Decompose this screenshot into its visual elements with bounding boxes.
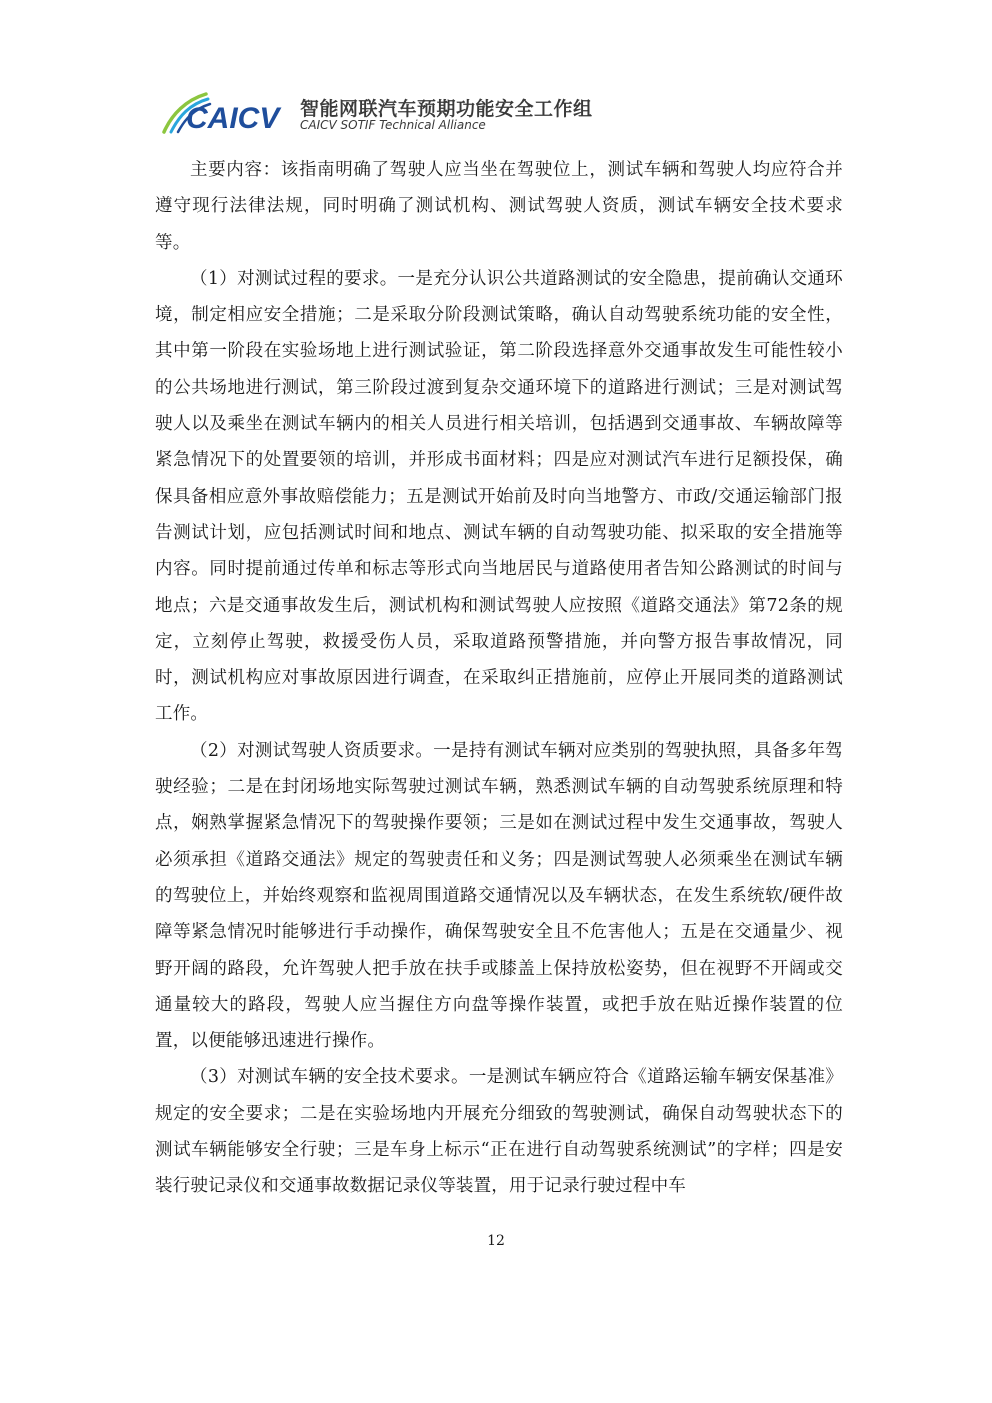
caicv-logo <box>160 88 294 136</box>
paragraph-test-process: （1）对测试过程的要求。一是充分认识公共道路测试的安全隐患，提前确认交通环境，制定相应安全措施；二是采取分阶段测试策略，确认自动驾驶系统功能的安全性，其中第一阶段在实验场地上进行测试验证，第二阶段选择意外交通事故发生可能性较小的公共场地进行测试，第三阶段过渡到复杂交通环境下的道路进行测试；三是对测试驾驶人以及乘坐在测试车辆内的相关人员进行相关培训，包括遇到交通事故、车辆故障等紧急情况下的处置要领的培训，并形成书面材料；四是应对测试汽车进行足额投保，确保具备相应意外事故赔偿能力；五是测试开始前及时向当地警方、市政/交通运输部门报告测试计划，应包括测试时间和地点、测试车辆的自动驾驶功能、拟采取的安全措施等内容。同时提前通过传单和标志等形式向当地居民与道路使用者告知公路测试的时间与地点；六是交通事故发生后，测试机构和测试驾驶人应按照《道路交通法》第72条的规定，立刻停止驾驶，救援受伤人员，采取道路预警措施，并向警方报告事故情况，同时，测试机构应对事故原因进行调查，在采取纠正措施前，应停止开展同类的道路测试工作。 <box>155 268 843 725</box>
document-header <box>160 88 620 138</box>
paragraph-vehicle-requirements: （3）对测试车辆的安全技术要求。一是测试车辆应符合《道路运输车辆安保基准》规定的安全要求；二是在实验场地内开展充分细致的驾驶测试，确保自动驾驶状态下的测试车辆能够安全行驶；三是车身上标示“正在进行自动驾驶系统测试”的字样；四是安装行驶记录仪和交通事故数据记录仪等装置，用于记录行驶过程中车 <box>155 1067 843 1197</box>
logo-wordmark: CAICV <box>186 102 280 135</box>
alliance-title: 智能网联汽车预期功能安全工作组 <box>300 98 593 120</box>
paragraph-driver-qualification: （2）对测试驾驶人资质要求。一是持有测试车辆对应类别的驾驶执照，具备多年驾驶经验；二是在封闭场地实际驾驶过测试车辆，熟悉测试车辆的自动驾驶系统原理和特点，娴熟掌握紧急情况下的驾驶操作要领；三是如在测试过程中发生交通事故，驾驶人必须承担《道路交通法》规定的驾驶责任和义务；四是测试驾驶人必须乘坐在测试车辆的驾驶位上，并始终观察和监视周围道路交通情况以及车辆状态，在发生系统软/硬件故障等紧急情况时能够进行手动操作，确保驾驶安全且不危害他人；五是在交通量少、视野开阔的路段，允许驾驶人把手放在扶手或膝盖上保持放松姿势，但在视野不开阔或交通量较大的路段，驾驶人应当握住方向盘等操作装置，或把手放在贴近操作装置的位置，以便能够迅速进行操作。 <box>155 740 843 1052</box>
page-number: 12 <box>487 1233 505 1249</box>
alliance-subtitle: CAICV SOTIF Technical Alliance <box>300 118 486 132</box>
document-body <box>155 152 843 1205</box>
paragraph-summary: 主要内容：该指南明确了驾驶人应当坐在驾驶位上，测试车辆和驾驶人均应符合并遵守现行法律法规，同时明确了测试机构、测试驾驶人资质，测试车辆安全技术要求等。 <box>155 160 843 253</box>
